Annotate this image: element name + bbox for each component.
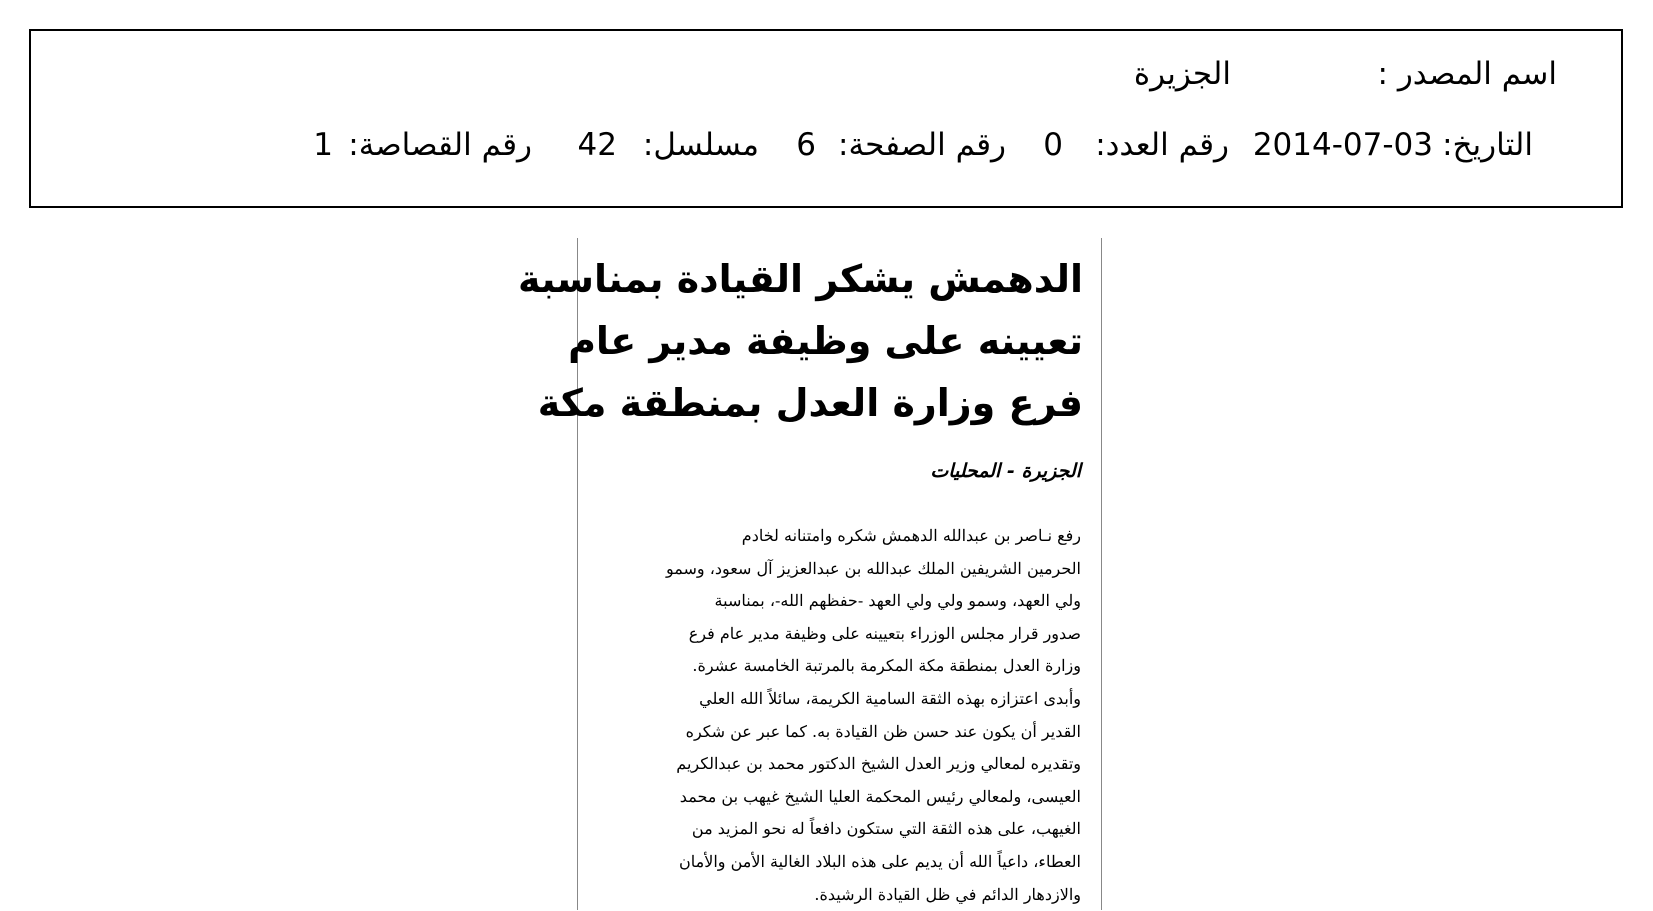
clip-label: رقم القصاصة:	[348, 127, 532, 163]
date-label: التاريخ:	[1442, 127, 1533, 163]
headline-line: فرع وزارة العدل بمنطقة مكة	[537, 381, 1083, 425]
body-line: القدير أن يكون عند حسن ظن القيادة به. كما عبر عن شكره	[685, 721, 1081, 741]
body-line: وأبدى اعتزازه بهذه الثقة السامية الكريمة، سائلاً الله العلي	[699, 688, 1081, 708]
article-headline	[518, 248, 1083, 434]
newspaper-clipping	[518, 238, 1102, 910]
article-byline: الجزيرة - المحليات	[930, 460, 1081, 482]
issue-value: 0	[1043, 127, 1063, 163]
body-line: وتقديره لمعالي وزير العدل الشيخ الدكتور محمد بن عبدالكريم	[676, 754, 1081, 774]
metadata-header-box	[29, 29, 1623, 208]
date-value: 2014-07-03	[1252, 127, 1433, 163]
headline-line: الدهمش يشكر القيادة بمناسبة	[518, 257, 1083, 301]
body-line: الغيهب، على هذه الثقة التي ستكون دافعاً له نحو المزيد من	[691, 819, 1081, 839]
body-line: صدور قرار مجلس الوزراء بتعيينه على وظيفة مدير عام فرع	[688, 623, 1081, 643]
clip-value: 1	[313, 127, 333, 163]
body-line: العيسى، ولمعالي رئيس المحكمة العليا الشيخ غيهب بن محمد	[679, 786, 1081, 806]
body-line: الحرمين الشريفين الملك عبدالله بن عبدالعزيز آل سعود، وسمو	[666, 558, 1081, 578]
source-label: اسم المصدر :	[1377, 56, 1557, 92]
body-line: رفع نـاصر بن عبدالله الدهمش شكره وامتنانه لخادم	[741, 526, 1081, 545]
body-line: ولي العهد، وسمو ولي ولي العهد -حفظهم الله-، بمناسبة	[714, 591, 1081, 611]
source-value: الجزيرة	[1133, 56, 1231, 92]
body-line: والازدهار الدائم في ظل القيادة الرشيدة.	[814, 884, 1081, 904]
body-line: وزارة العدل بمنطقة مكة المكرمة بالمرتبة الخامسة عشرة.	[692, 656, 1081, 676]
page-value: 6	[796, 127, 816, 163]
page-label: رقم الصفحة:	[838, 127, 1006, 163]
headline-line: تعيينه على وظيفة مدير عام	[568, 319, 1083, 363]
serial-value: 42	[577, 127, 617, 163]
issue-label: رقم العدد:	[1095, 127, 1229, 163]
body-line: العطاء، داعياً الله أن يديم على هذه البلاد الغالية الأمن والأمان	[679, 851, 1081, 871]
serial-label: مسلسل:	[642, 127, 759, 163]
article-body	[591, 520, 1081, 911]
